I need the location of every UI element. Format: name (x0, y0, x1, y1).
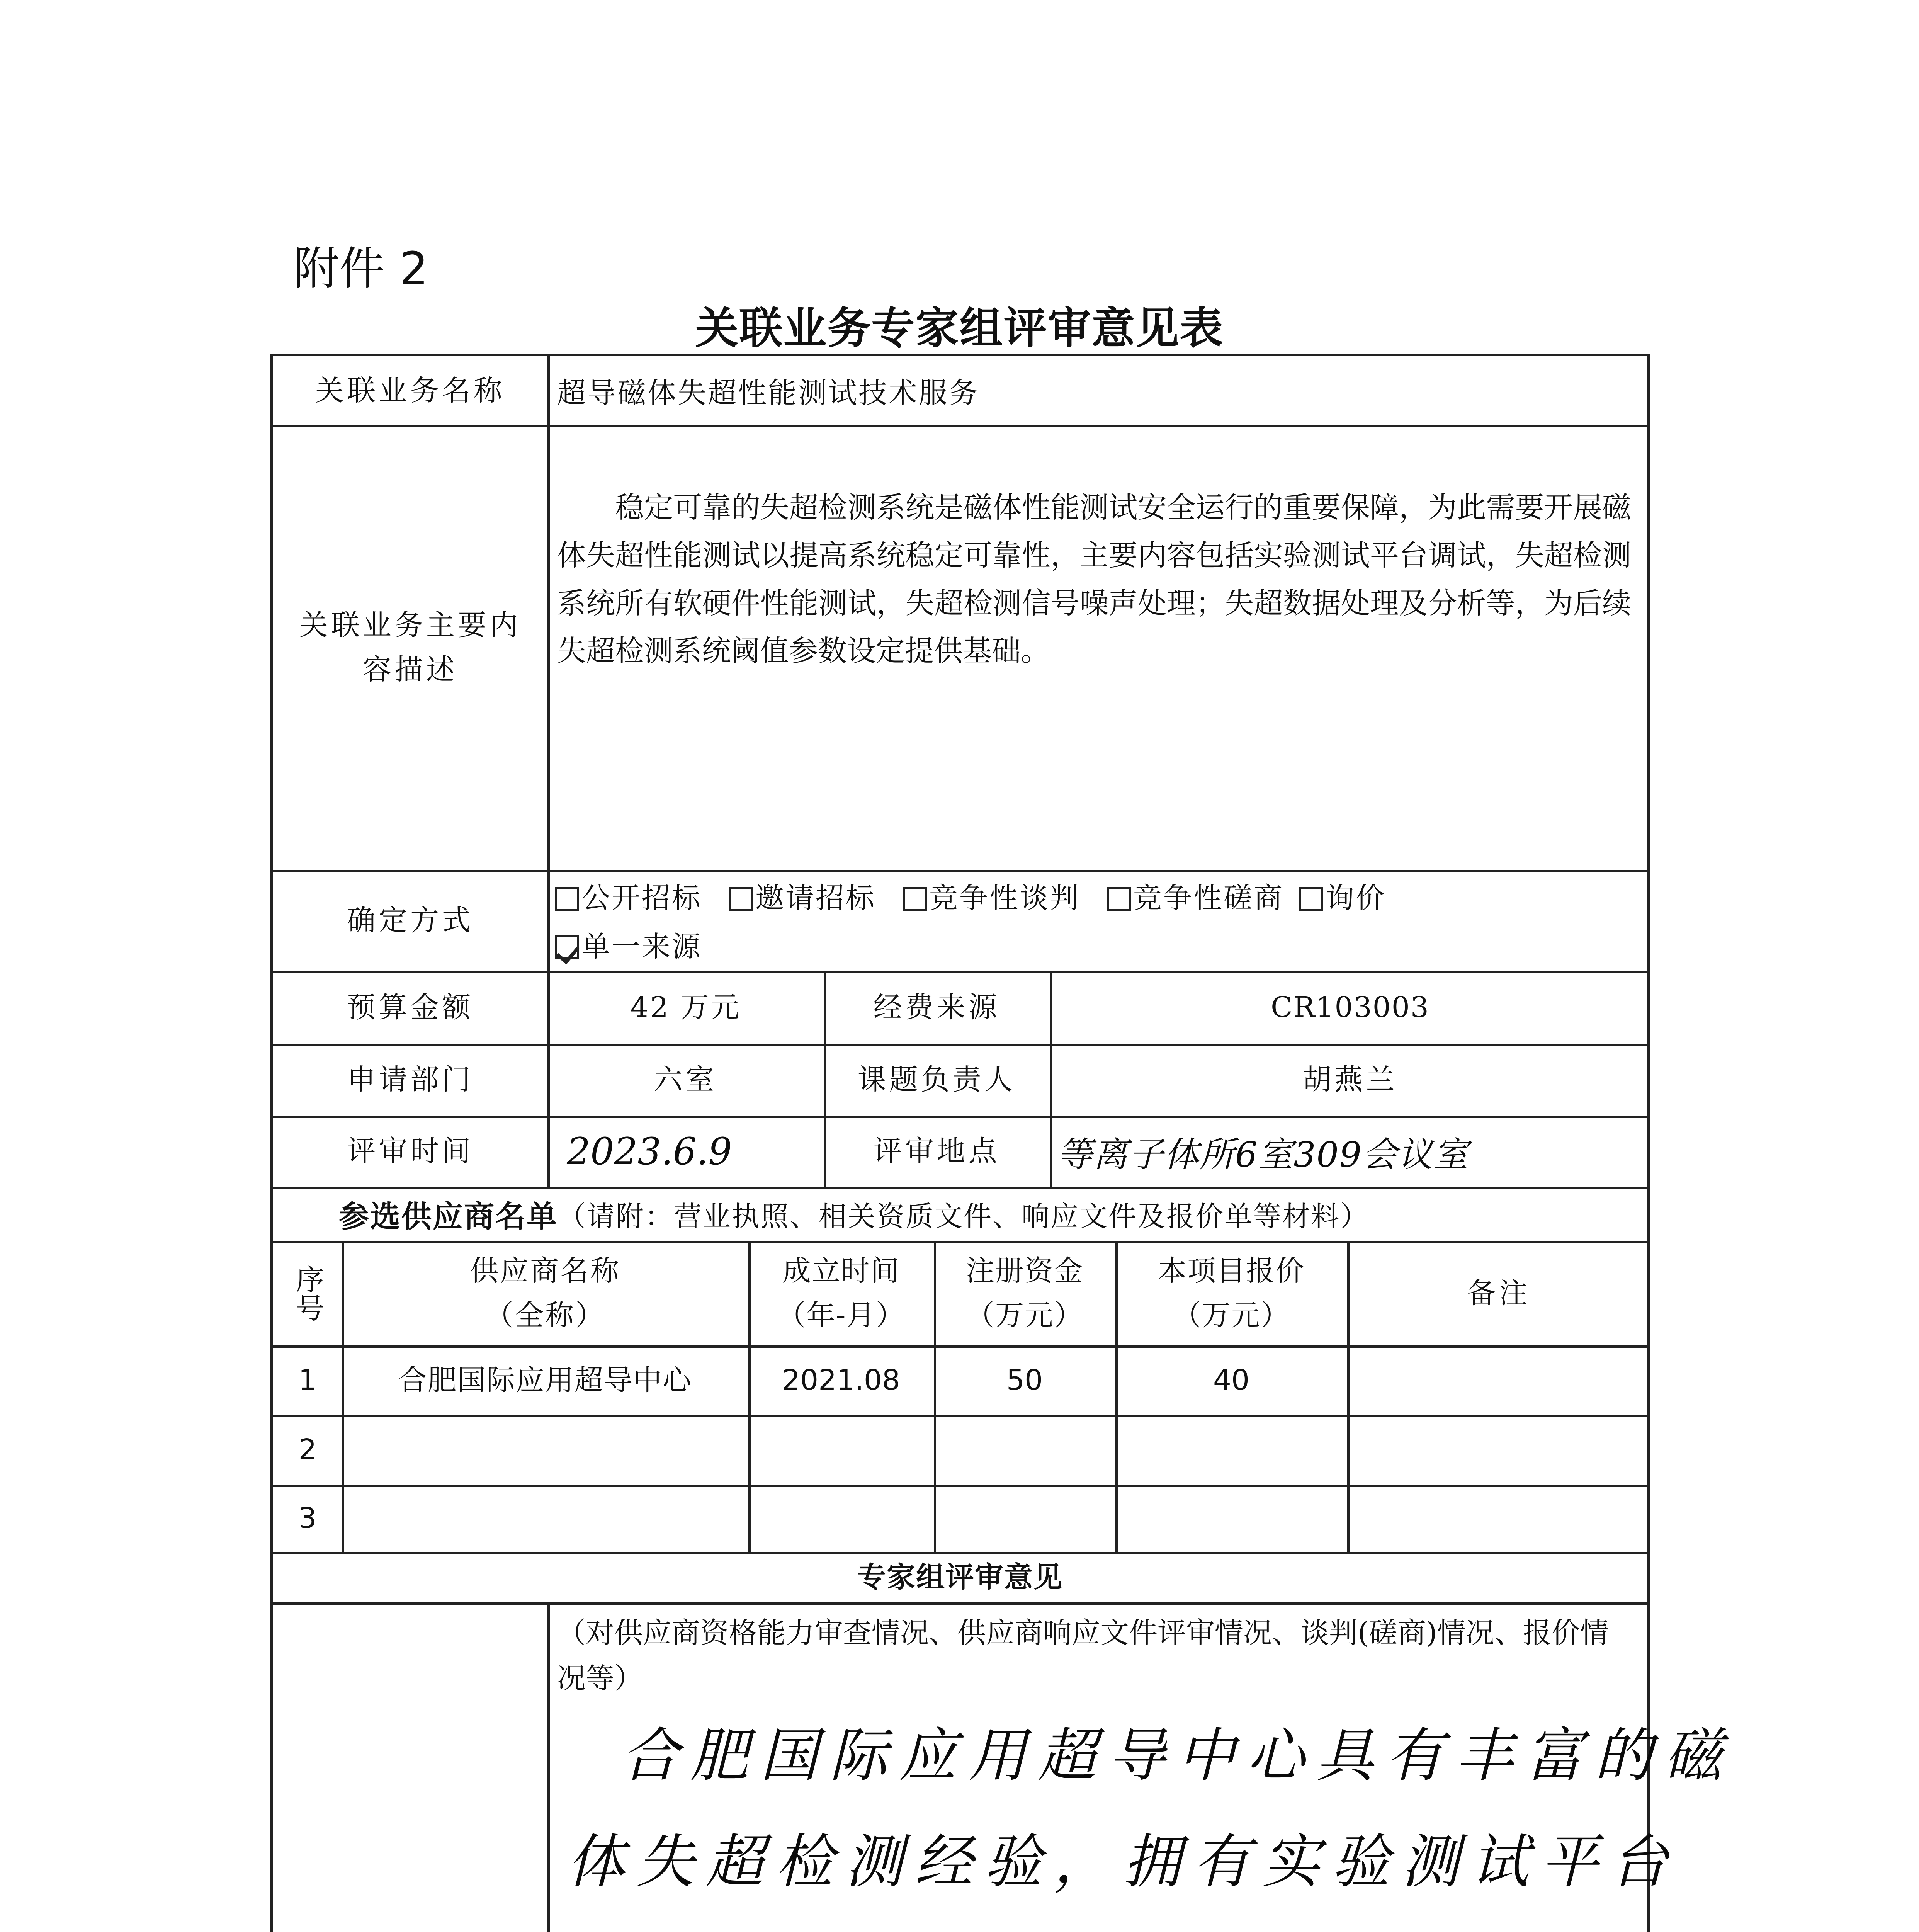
business-name-label: 关联业务名称 (315, 374, 505, 407)
header-capital (934, 1241, 1115, 1345)
dept-value: 六室 (654, 1063, 717, 1097)
supplier-capital: 50 (1006, 1363, 1043, 1397)
header-founded-main: 成立时间 (782, 1254, 900, 1288)
checkbox-icon[interactable] (903, 887, 927, 911)
handwritten-record-line: 体失超检测经验，拥有实验测试平台 (567, 1828, 1680, 1896)
supplier-list-heading (339, 1187, 1369, 1241)
review-time-handwritten: 2023.6.9 (567, 1129, 732, 1173)
method-option-label: 邀请招标 (755, 881, 876, 915)
method-option[interactable] (903, 874, 1080, 923)
checkbox-icon[interactable] (1107, 887, 1131, 911)
method-option-label: 公开招标 (581, 881, 702, 915)
handwritten-record-line: 合肥国际应用超导中心具有丰富的磁 (621, 1722, 1734, 1789)
header-name-sub: （全称） (485, 1299, 605, 1332)
supplier-remark (1347, 1345, 1650, 1415)
review-place-label: 评审地点 (873, 1134, 1000, 1168)
supplier-founded: 2021.08 (782, 1363, 900, 1397)
review-form (270, 354, 1734, 1932)
review-place-handwritten: 等离子体所6室309会议室 (1057, 1134, 1469, 1175)
supplier-list-note: （请附：营业执照、相关资质文件、响应文件及报价单等材料） (558, 1200, 1370, 1233)
checkbox-icon[interactable] (729, 887, 753, 911)
fund-source-value: CR103003 (1271, 990, 1429, 1024)
checkbox-icon[interactable] (1299, 887, 1323, 911)
header-name (342, 1241, 748, 1345)
method-option-selected[interactable] (555, 923, 702, 971)
budget-label: 预算金额 (347, 990, 474, 1024)
attachment-label: 附件 2 (294, 242, 428, 295)
business-name-value: 超导磁体失超性能测试技术服务 (557, 376, 979, 410)
header-capital-sub: （万元） (966, 1299, 1083, 1332)
record-hint: （对供应商资格能力审查情况、供应商响应文件评审情况、谈判(磋商)情况、报价情况等） (557, 1616, 1609, 1696)
opinion-title: 专家组评审意见 (857, 1560, 1063, 1594)
supplier-no: 1 (298, 1363, 317, 1397)
supplier-list-title: 参选供应商名单 (339, 1199, 558, 1234)
header-no: 序号 (291, 1265, 325, 1322)
review-time-label: 评审时间 (347, 1134, 474, 1168)
handwritten-record-line (567, 1921, 1749, 1932)
method-option[interactable] (729, 874, 876, 923)
main-content-label: 关联业务主要内容描述 (299, 609, 521, 686)
header-founded-sub: （年-月） (777, 1299, 905, 1332)
supplier-no: 3 (298, 1502, 317, 1535)
method-option-label: 竞争性磋商 (1133, 881, 1284, 915)
fund-source-label: 经费来源 (873, 990, 1000, 1024)
method-label: 确定方式 (347, 903, 474, 937)
method-option-label: 竞争性谈判 (929, 881, 1080, 915)
form-title: 关联业务专家组评审意见表 (695, 303, 1224, 354)
budget-value: 42 万元 (630, 990, 741, 1024)
checkbox-icon[interactable] (555, 887, 579, 911)
supplier-name: 合肥国际应用超导中心 (398, 1363, 692, 1397)
header-name-main: 供应商名称 (470, 1254, 620, 1288)
header-quote-sub: （万元） (1173, 1299, 1290, 1332)
method-option-label: 单一来源 (581, 930, 702, 963)
method-option-label: 询价 (1326, 881, 1386, 915)
supplier-no: 2 (298, 1433, 317, 1466)
record-label (312, 1602, 509, 1932)
leader-label: 课题负责人 (857, 1063, 1016, 1097)
method-options (555, 874, 1637, 971)
header-remark: 备注 (1467, 1276, 1531, 1310)
main-content-description: 稳定可靠的失超检测系统是磁体性能测试安全运行的重要保障，为此需要开展磁体失超性能测试以提高系统稳定可靠性，主要内容包括实验测试平台调试，失超检测系统所有软硬件性能测试，失超检测信号噪声处理；失超数据处理及分析等，为后续失超检测系统阈值参数设定提供基础。 (557, 490, 1631, 668)
dept-label: 申请部门 (347, 1063, 474, 1097)
method-option[interactable] (1107, 874, 1284, 923)
header-founded (748, 1241, 934, 1345)
checked-checkbox-icon[interactable] (555, 935, 579, 959)
header-quote (1115, 1241, 1347, 1345)
method-option[interactable] (555, 874, 702, 923)
leader-value: 胡燕兰 (1302, 1063, 1398, 1097)
header-quote-main: 本项目报价 (1158, 1254, 1305, 1288)
supplier-quote: 40 (1213, 1363, 1250, 1397)
header-capital-main: 注册资金 (966, 1254, 1083, 1288)
method-option[interactable] (1299, 874, 1386, 923)
